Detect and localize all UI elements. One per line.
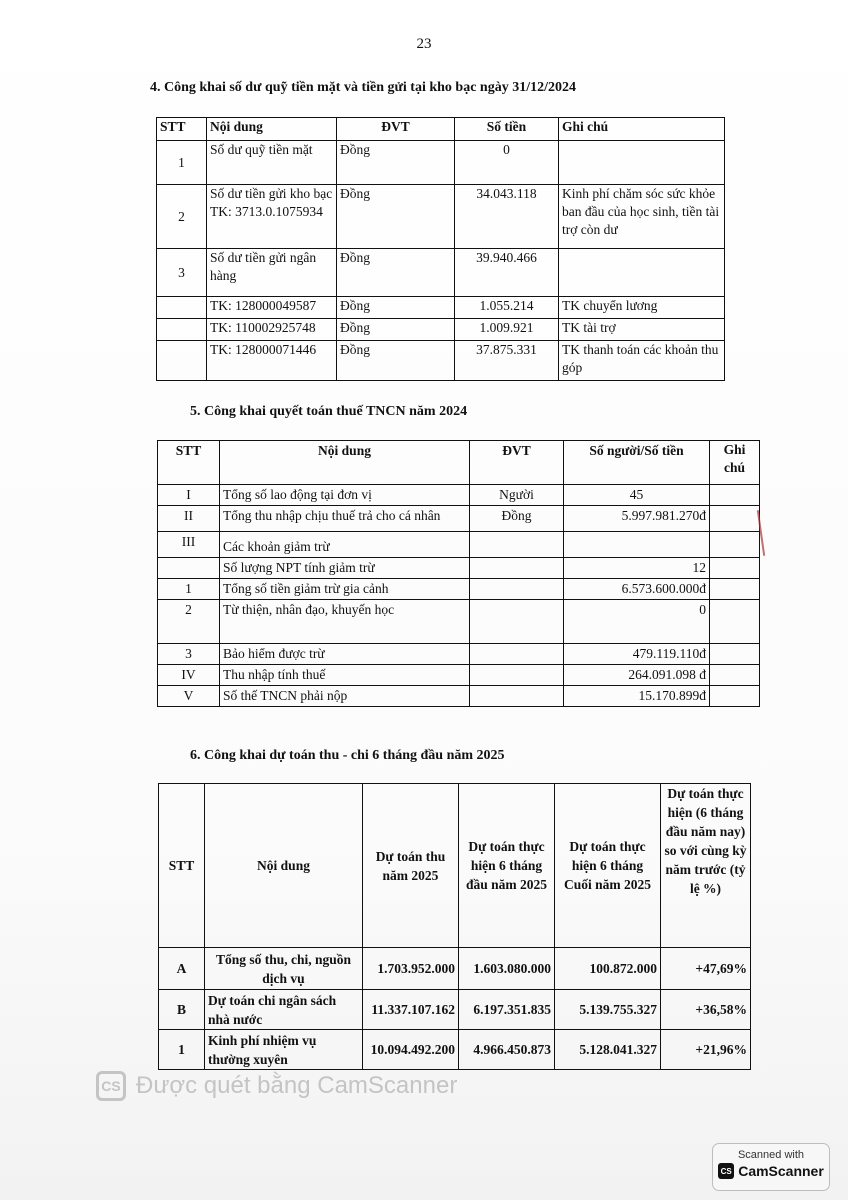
cell-stt [158,558,220,579]
cell-content: TK: 110002925748 [207,319,337,341]
cell-amount: 0 [455,141,559,185]
cash-balance-table [156,117,725,381]
cell-note: TK tài trợ [559,319,725,341]
cell-note [710,485,760,506]
cell-value: 5.997.981.270đ [564,506,710,532]
cell-amount: 37.875.331 [455,341,559,381]
cell-content: Số dư quỹ tiền mặt [207,141,337,185]
cell-note [559,141,725,185]
cell-unit: Đồng [337,297,455,319]
table-row [157,297,725,319]
camscanner-badge-icon: CS [718,1163,734,1179]
cell-unit: Đồng [337,249,455,297]
cell-first-half: 6.197.351.835 [459,990,555,1030]
cell-unit [470,665,564,686]
cell-ratio: +36,58% [661,990,751,1030]
scanned-with-badge [712,1143,830,1191]
table-row [158,600,760,644]
cell-second-half: 100.872.000 [555,948,661,990]
cell-amount: 1.055.214 [455,297,559,319]
cell-unit [470,558,564,579]
badge-row [713,1163,829,1179]
header-content: Nội dung [220,441,470,485]
table-row [158,532,760,558]
cell-content: Tổng số lao động tại đơn vị [220,485,470,506]
table-row [158,558,760,579]
table-row [157,249,725,297]
budget-table [158,783,751,1070]
table-row [158,665,760,686]
cell-unit: Đồng [470,506,564,532]
cell-note: TK thanh toán các khoản thu góp [559,341,725,381]
cell-ratio: +47,69% [661,948,751,990]
header-annual: Dự toán thu năm 2025 [363,784,459,948]
cell-stt: B [159,990,205,1030]
cell-unit: Đồng [337,185,455,249]
table-row [157,341,725,381]
cell-content: Số thế TNCN phải nộp [220,686,470,707]
cell-stt: 3 [157,249,207,297]
cell-unit [470,579,564,600]
cell-stt [157,297,207,319]
table-row [157,185,725,249]
cell-value: 45 [564,485,710,506]
cell-unit: Đồng [337,319,455,341]
header-unit: ĐVT [337,118,455,141]
cell-note [710,579,760,600]
table-row [158,579,760,600]
cell-note [710,600,760,644]
section6-title: 6. Công khai dự toán thu - chi 6 tháng đầu năm 2025 [190,748,505,763]
cell-unit: Người [470,485,564,506]
table-header-row [158,441,760,485]
table-row [159,990,751,1030]
cell-content: Tổng số tiền giảm trừ gia cảnh [220,579,470,600]
cell-content: Kinh phí nhiệm vụ thường xuyên [205,1030,363,1070]
cell-value: 6.573.600.000đ [564,579,710,600]
cell-unit [470,686,564,707]
cell-stt [157,319,207,341]
cell-value: 15.170.899đ [564,686,710,707]
cell-amount: 1.009.921 [455,319,559,341]
table-header-row [159,784,751,948]
header-ratio: Dự toán thực hiện (6 tháng đầu năm nay) so với cùng kỳ năm trước (tỷ lệ %) [661,784,751,948]
camscanner-logo-icon: CS [96,1071,126,1101]
cell-content: Số dư tiền gửi kho bạc TK: 3713.0.1075934 [207,185,337,249]
cell-stt: 1 [158,579,220,600]
cell-stt: 1 [159,1030,205,1070]
header-content: Nội dung [205,784,363,948]
cell-note: TK chuyển lương [559,297,725,319]
cell-value: 12 [564,558,710,579]
cell-second-half: 5.139.755.327 [555,990,661,1030]
watermark-text: Được quét bằng CamScanner [136,1072,458,1099]
cell-unit [470,600,564,644]
cell-note [710,665,760,686]
cell-content: Dự toán chi ngân sách nhà nước [205,990,363,1030]
table-row [158,485,760,506]
cell-value: 479.119.110đ [564,644,710,665]
cell-stt [157,341,207,381]
table-row [158,644,760,665]
cell-stt: IV [158,665,220,686]
cell-unit [470,532,564,558]
cell-stt: 3 [158,644,220,665]
cell-content: Các khoản giảm trừ [220,532,470,558]
badge-caption: Scanned with [737,1149,805,1161]
cell-content: Số dư tiền gửi ngân hàng [207,249,337,297]
cell-stt: A [159,948,205,990]
cell-unit: Đồng [337,141,455,185]
table-row [158,686,760,707]
cell-annual: 10.094.492.200 [363,1030,459,1070]
table-row [157,319,725,341]
cell-value: 264.091.098 đ [564,665,710,686]
cell-annual: 11.337.107.162 [363,990,459,1030]
page-number: 23 [416,36,432,52]
cell-stt: 1 [157,141,207,185]
cell-stt: V [158,686,220,707]
table-row [157,141,725,185]
cell-content: Số lượng NPT tính giảm trừ [220,558,470,579]
cell-content: Tổng số thu, chi, nguồn dịch vụ [205,948,363,990]
cell-first-half: 4.966.450.873 [459,1030,555,1070]
cell-content: TK: 128000071446 [207,341,337,381]
cell-stt: I [158,485,220,506]
cell-content: Bảo hiểm được trừ [220,644,470,665]
section5-title: 5. Công khai quyết toán thuế TNCN năm 2024 [190,404,468,419]
cell-stt: 2 [157,185,207,249]
header-note: Ghi chú [559,118,725,141]
pit-settlement-table [157,440,760,707]
cell-note [710,558,760,579]
cell-unit: Đồng [337,341,455,381]
cell-stt: 2 [158,600,220,644]
cell-content: Từ thiện, nhân đạo, khuyến học [220,600,470,644]
cell-note [710,506,760,532]
header-first-half: Dự toán thực hiện 6 tháng đầu năm 2025 [459,784,555,948]
header-second-half: Dự toán thực hiện 6 tháng Cuối năm 2025 [555,784,661,948]
cell-first-half: 1.603.080.000 [459,948,555,990]
cell-ratio: +21,96% [661,1030,751,1070]
cell-unit [470,644,564,665]
section4-title: 4. Công khai số dư quỹ tiền mặt và tiền gửi tại kho bạc ngày 31/12/2024 [150,80,576,95]
cell-amount: 39.940.466 [455,249,559,297]
cell-stt: III [158,532,220,558]
cell-value [564,532,710,558]
cell-value: 0 [564,600,710,644]
cell-amount: 34.043.118 [455,185,559,249]
cell-content: Tổng thu nhập chịu thuế trả cho cá nhân [220,506,470,532]
header-note: Ghi chú [710,441,760,485]
cell-second-half: 5.128.041.327 [555,1030,661,1070]
cell-content: TK: 128000049587 [207,297,337,319]
cell-note: Kinh phí chăm sóc sức khỏe ban đầu của học sinh, tiền tài trợ còn dư [559,185,725,249]
cell-note [710,532,760,558]
cell-content: Thu nhập tính thuế [220,665,470,686]
cell-note [710,644,760,665]
badge-name: CamScanner [738,1163,824,1179]
header-content: Nội dung [207,118,337,141]
cell-note [559,249,725,297]
table-row [159,948,751,990]
header-stt: STT [157,118,207,141]
table-row [159,1030,751,1070]
cell-annual: 1.703.952.000 [363,948,459,990]
table-header-row [157,118,725,141]
header-stt: STT [158,441,220,485]
table-row [158,506,760,532]
header-unit: ĐVT [470,441,564,485]
header-value: Số người/Số tiền [564,441,710,485]
header-stt: STT [159,784,205,948]
camscanner-watermark [96,1068,457,1104]
header-amount: Số tiền [455,118,559,141]
cell-note [710,686,760,707]
cell-stt: II [158,506,220,532]
